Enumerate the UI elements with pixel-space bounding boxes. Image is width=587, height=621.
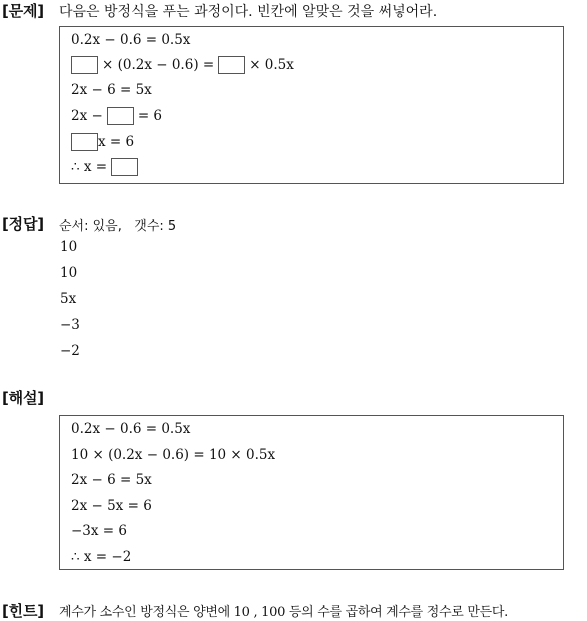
explanation-line-2: 10 × (0.2x − 0.6) = 10 × 0.5x xyxy=(71,447,276,463)
answer-tag: [정답] xyxy=(2,215,44,233)
explanation-line-5: −3x = 6 xyxy=(71,523,127,539)
blank-4[interactable] xyxy=(71,133,98,151)
answer-value-4: −3 xyxy=(60,317,80,333)
answer-value-3: 5x xyxy=(60,291,77,307)
answer-value-5: −2 xyxy=(60,343,80,359)
problem-line-4-text-a: 2x − xyxy=(71,108,103,124)
explanation-line-6: ∴ x = −2 xyxy=(71,549,132,565)
problem-line-2-text-b: × 0.5x xyxy=(249,57,294,73)
answer-value-1: 10 xyxy=(60,239,78,255)
hint-text: 계수가 소수인 방정식은 양변에 10 , 100 등의 수를 곱하여 계수를 정수로 만든다. xyxy=(59,605,508,620)
problem-line-4 xyxy=(71,104,162,128)
hint-tag: [힌트] xyxy=(2,602,44,620)
explanation-line-1: 0.2x − 0.6 = 0.5x xyxy=(71,421,191,437)
problem-line-2-text-a: × (0.2x − 0.6) = xyxy=(102,57,215,73)
explanation-box xyxy=(59,415,564,570)
problem-instruction: 다음은 방정식을 푸는 과정이다. 빈칸에 알맞은 것을 써넣어라. xyxy=(59,4,438,20)
problem-line-5 xyxy=(71,130,134,154)
answer-value-2: 10 xyxy=(60,265,78,281)
problem-line-4-text-b: = 6 xyxy=(137,108,163,124)
problem-line-3 xyxy=(71,78,152,102)
problem-line-1 xyxy=(71,28,190,52)
answer-meta: 순서: 있음, 갯수: 5 xyxy=(59,219,177,234)
explanation-tag: [해설] xyxy=(2,389,44,407)
problem-tag: [문제] xyxy=(2,2,44,20)
problem-line-6 xyxy=(71,155,142,179)
explanation-line-3: 2x − 6 = 5x xyxy=(71,472,152,488)
problem-line-6-text: ∴ x = xyxy=(71,159,108,175)
blank-2[interactable] xyxy=(218,56,245,74)
blank-5[interactable] xyxy=(111,158,138,176)
explanation-line-4: 2x − 5x = 6 xyxy=(71,498,152,514)
problem-line-3-text: 2x − 6 = 5x xyxy=(71,82,152,98)
problem-line-5-text: x = 6 xyxy=(98,134,135,150)
problem-line-2 xyxy=(71,53,294,77)
problem-box xyxy=(59,26,564,184)
blank-1[interactable] xyxy=(71,56,98,74)
blank-3[interactable] xyxy=(107,107,134,125)
problem-line-1-text: 0.2x − 0.6 = 0.5x xyxy=(71,32,191,48)
